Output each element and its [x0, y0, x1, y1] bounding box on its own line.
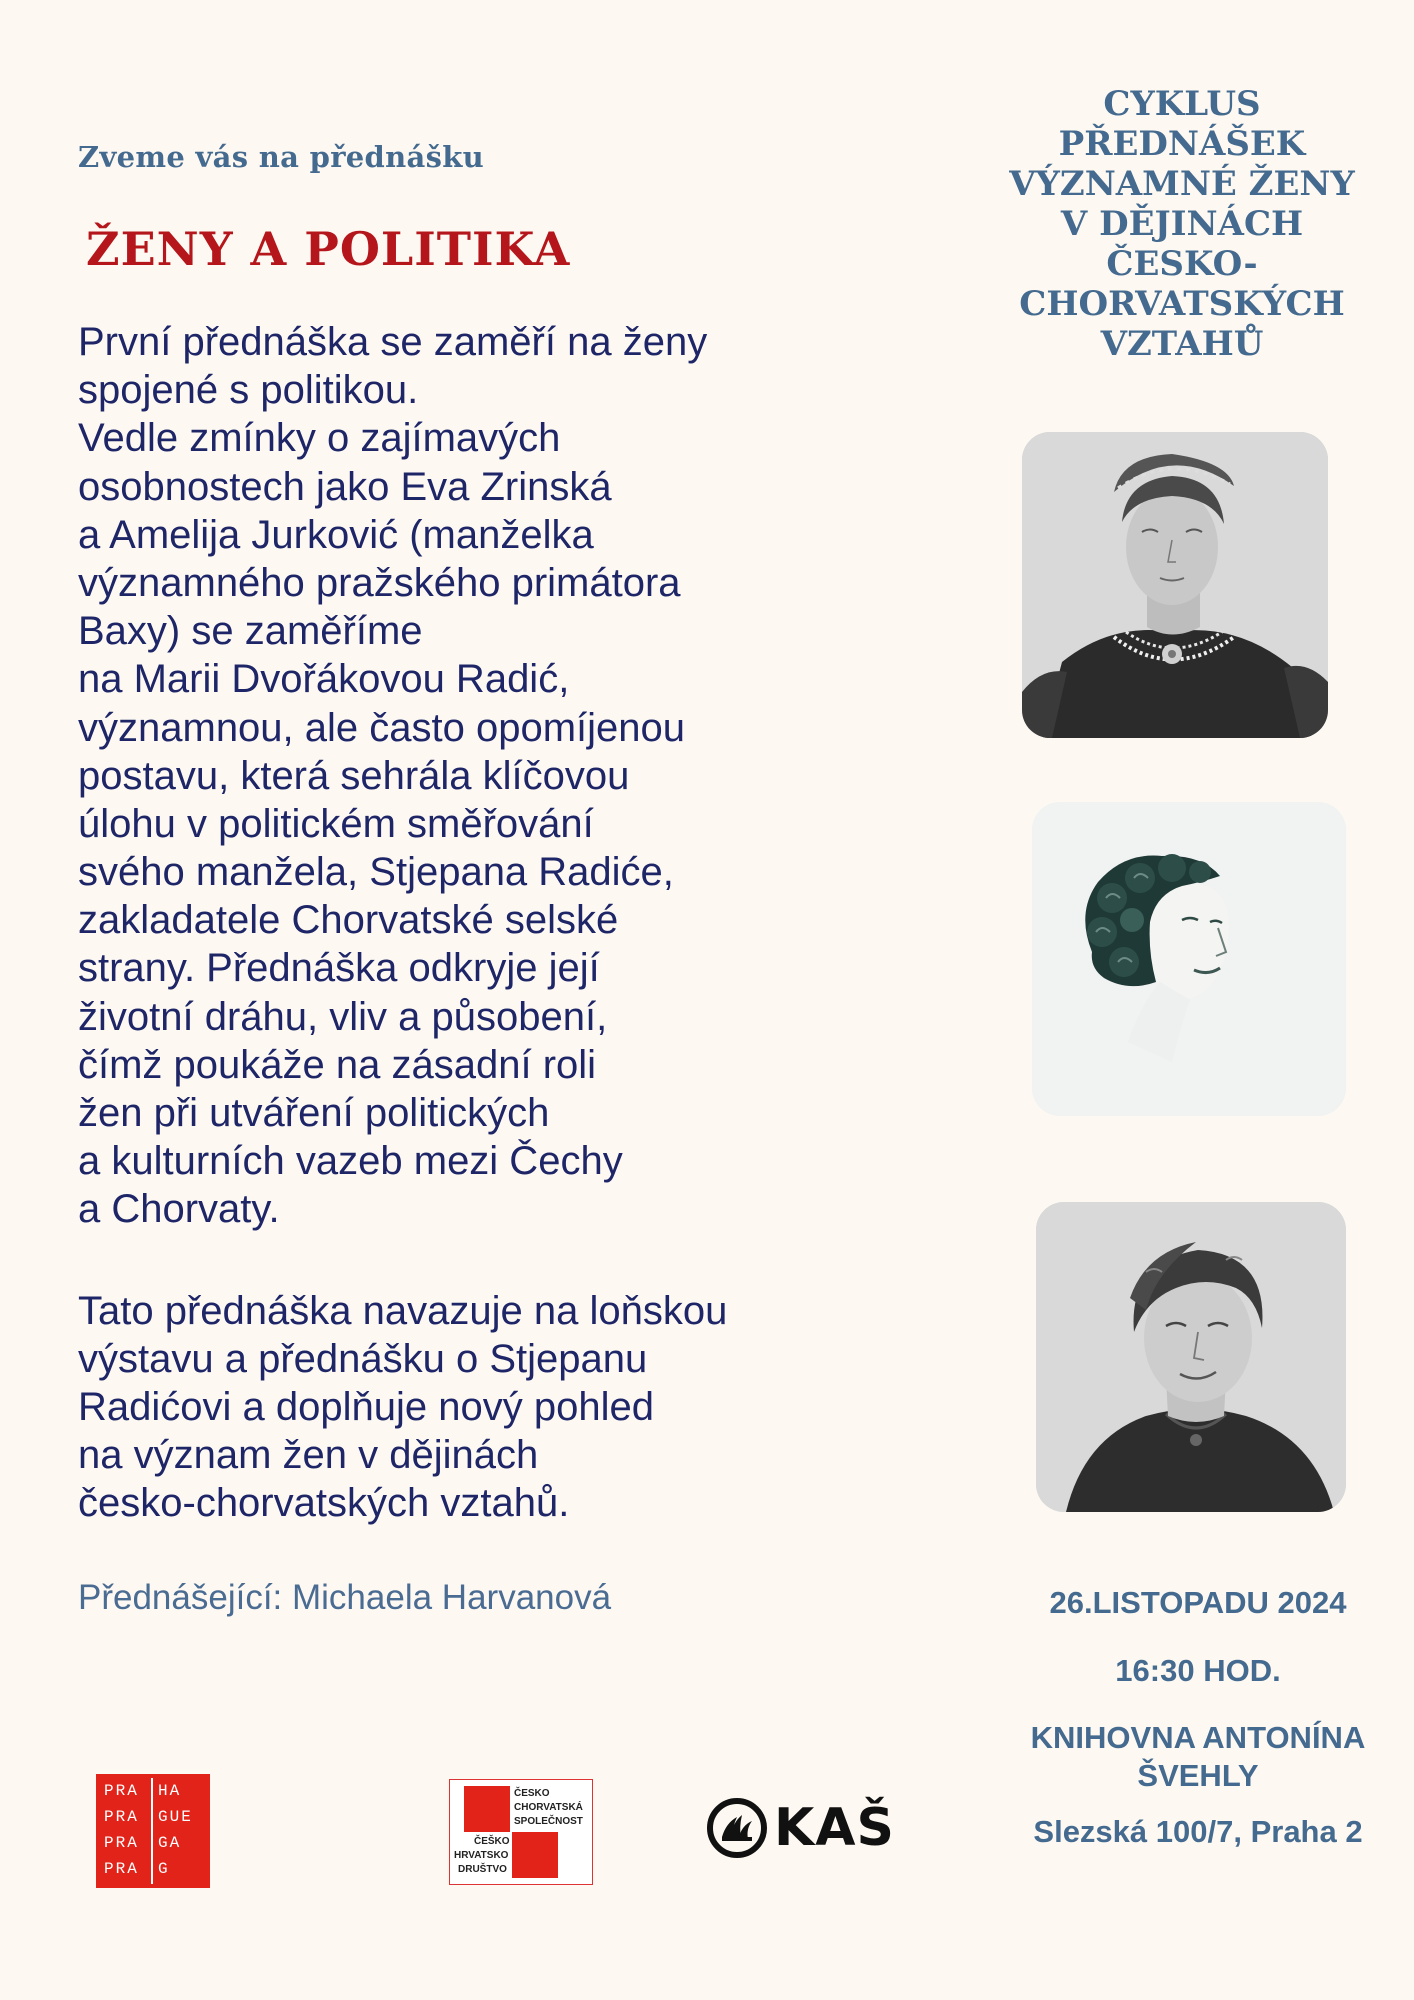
praha-logo-text: PRA	[104, 1808, 139, 1826]
description-line: První přednáška se zaměří na ženy	[78, 320, 708, 364]
portrait-illustration	[1032, 802, 1346, 1116]
description-line: osobnostech jako Eva Zrinská	[78, 464, 612, 509]
description-line: a kulturních vazeb mezi Čechy	[78, 1139, 623, 1184]
czech-croatian-society-logo	[449, 1779, 593, 1885]
logo-red-square	[512, 1832, 558, 1878]
logo-text: CHORVATSKÁ	[514, 1802, 583, 1813]
praha-logo-divider	[151, 1778, 153, 1884]
logo-text: ČESKO	[514, 1788, 550, 1799]
description-line: spojené s politikou.	[78, 368, 419, 413]
event-address: Slezská 100/7, Praha 2	[1033, 1814, 1363, 1849]
series-line: PŘEDNÁŠEK	[1058, 124, 1306, 164]
praha-logo-text: PRA	[104, 1834, 139, 1852]
logo-text: DRUŠTVO	[458, 1864, 507, 1875]
portrait-illustration	[1022, 432, 1328, 738]
kas-emblem-icon	[706, 1797, 768, 1859]
paragraph-gap	[78, 1234, 798, 1287]
praha-logo-text: G	[158, 1860, 170, 1878]
description-line: a Chorvaty.	[78, 1187, 280, 1232]
description-line: na význam žen v dějinách	[78, 1433, 539, 1478]
description-line: strany. Přednáška odkryje její	[78, 946, 600, 991]
series-line: V DĚJINÁCH	[1060, 204, 1304, 244]
event-time: 16:30 HOD.	[1115, 1653, 1281, 1688]
event-date: 26.LISTOPADU 2024	[1049, 1585, 1347, 1620]
series-title	[1002, 84, 1362, 364]
description-line: výstavu a přednášku o Stjepanu	[78, 1336, 648, 1381]
praha-logo	[96, 1774, 210, 1888]
series-line: VÝZNAMNÉ ŽENY	[1009, 164, 1355, 204]
description-line: česko-chorvatských vztahů.	[78, 1481, 570, 1526]
description-line: a Amelija Jurković (manželka	[78, 512, 594, 557]
description-line: čímž poukáže na zásadní roli	[78, 1042, 597, 1087]
series-line: ČESKO-	[1106, 244, 1258, 284]
portrait-marie-radic	[1036, 1202, 1346, 1512]
kas-logo	[706, 1796, 896, 1860]
portrait-eva-zrinska	[1022, 432, 1328, 738]
lecture-description	[78, 318, 798, 1528]
portrait-amelija-jurkovic	[1032, 802, 1346, 1116]
description-line: na Marii Dvořákovou Radić,	[78, 657, 570, 702]
praha-logo-text: PRA	[104, 1782, 139, 1800]
description-line: úlohu v politickém směřování	[78, 801, 594, 846]
series-line: CYKLUS	[1103, 84, 1261, 124]
logo-text: SPOLEČNOST	[514, 1816, 583, 1827]
event-place: KNIHOVNA ANTONÍNA ŠVEHLY	[1030, 1720, 1366, 1793]
description-line: svého manžela, Stjepana Radiće,	[78, 850, 674, 895]
description-line: žen při utváření politických	[78, 1091, 550, 1135]
series-line: VZTAHŮ	[1100, 324, 1264, 364]
description-line: významného pražského primátora	[78, 560, 681, 605]
description-line: Tato přednáška navazuje na loňskou	[78, 1288, 728, 1333]
description-line: Radićovi a doplňuje nový pohled	[78, 1384, 654, 1429]
praha-logo-text: PRA	[104, 1860, 139, 1878]
description-line: postavu, která sehrála klíčovou	[78, 753, 630, 798]
intro-text: Zveme vás na přednášku	[78, 140, 485, 174]
lecturer-name: Přednášející: Michaela Harvanová	[78, 1578, 612, 1617]
praha-logo-text: HA	[158, 1782, 182, 1800]
portrait-illustration	[1036, 1202, 1346, 1512]
series-line: CHORVATSKÝCH	[1019, 284, 1345, 324]
logo-text: HRVATSKO	[454, 1850, 509, 1861]
description-line: zakladatele Chorvatské selské	[78, 898, 619, 943]
lecture-title: ŽENY A POLITIKA	[86, 222, 571, 276]
description-line: životní dráhu, vliv a působení,	[78, 994, 608, 1039]
praha-logo-text: GA	[158, 1834, 182, 1852]
description-line: významnou, ale často opomíjenou	[78, 705, 686, 750]
kas-logo-text: KAŠ	[774, 1798, 895, 1858]
description-line: Baxy) se zaměříme	[78, 609, 423, 654]
praha-logo-text: GUE	[158, 1808, 193, 1826]
description-line: Vedle zmínky o zajímavých	[78, 416, 561, 461]
logo-red-square	[464, 1786, 510, 1832]
logo-text: ČEŠKO	[474, 1836, 510, 1847]
